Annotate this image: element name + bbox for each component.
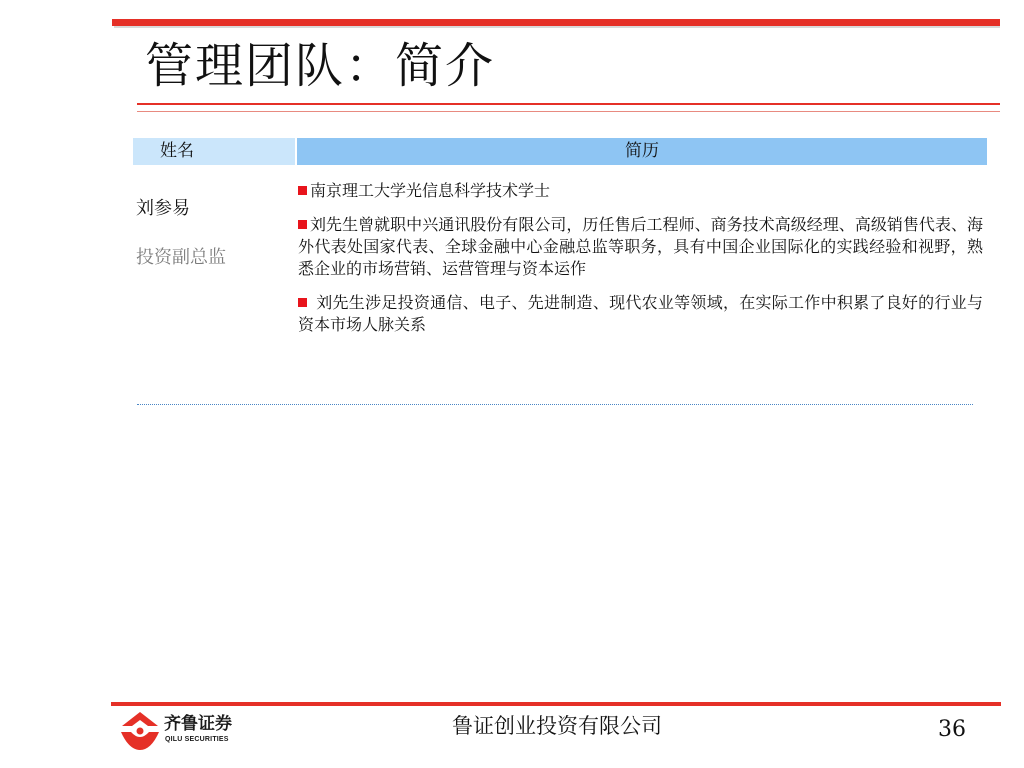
person-position: 投资副总监 [136,247,226,268]
row-divider [137,404,973,405]
bio-item [298,214,983,280]
column-header-name: 姓名 [133,138,295,165]
company-logo [118,710,258,752]
square-bullet-icon [298,220,307,229]
title-underline [137,103,1000,105]
footer-accent-line [111,702,1001,706]
bio-list [298,180,983,348]
square-bullet-icon [298,186,307,195]
qilu-securities-logo-icon [118,710,162,752]
bio-text: 南京理工大学光信息科学技术学士 [310,181,551,200]
bio-item [298,292,983,336]
logo-text-cn: 齐鲁证券 [164,714,232,734]
bio-text: 刘先生曾就职中兴通讯股份有限公司，历任售后工程师、商务技术高级经理、高级销售代表、海外代表处国家代表、全球金融中心金融总监等职务，具有中国企业国际化的实践经验和视野，熟悉企业的市场营销、运营管理与资本运作 [298,215,983,278]
column-header-bio: 简历 [297,138,987,165]
square-bullet-icon [298,298,307,307]
title-underline-thin [137,111,1000,112]
bio-text: 刘先生涉足投资通信、电子、先进制造、现代农业等领域，在实际工作中积累了良好的行业与资本市场人脉关系 [298,293,983,334]
page-title: 管理团队：简介 [145,38,496,94]
page-number: 36 [938,717,966,742]
bio-item [298,180,983,202]
person-name: 刘参易 [136,198,190,219]
logo-text-en: QILU SECURITIES [165,736,229,743]
top-accent-bar [112,19,1000,26]
footer-company-name: 鲁证创业投资有限公司 [452,714,662,738]
